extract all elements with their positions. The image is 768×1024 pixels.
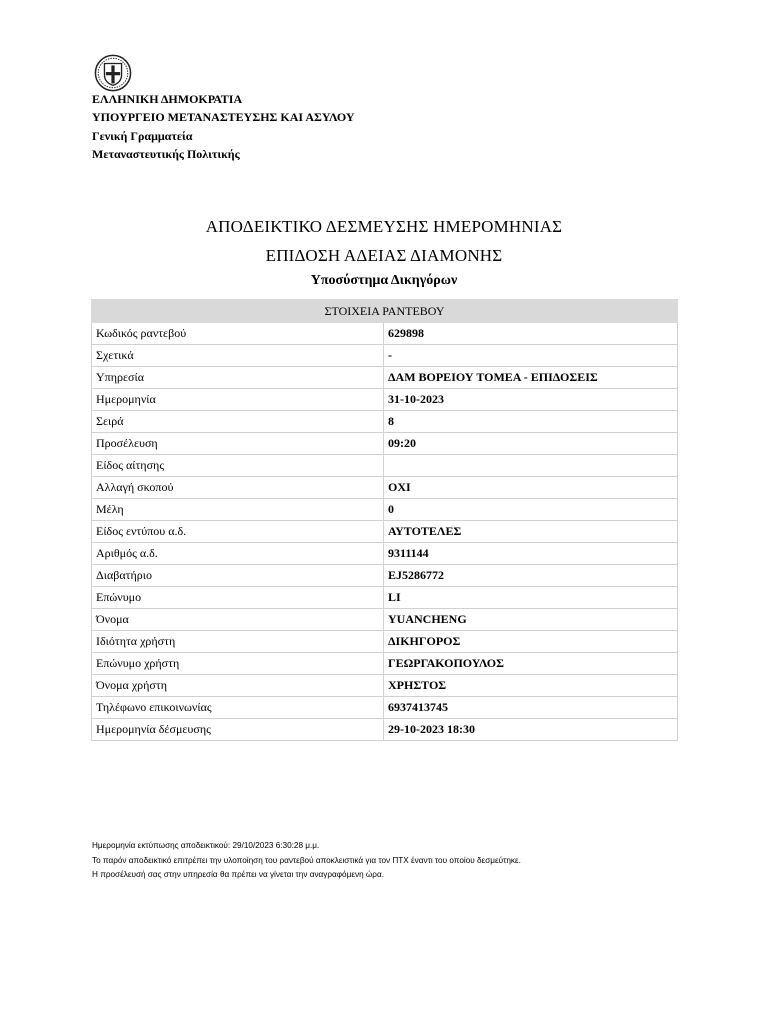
row-value: YUANCHENG [384, 609, 678, 631]
print-date-note: Ημερομηνία εκτύπωσης αποδεικτικού: 29/10/2023 6:30:28 μ.μ. [92, 841, 320, 850]
document-title: ΑΠΟΔΕΙΚΤΙΚΟ ΔΕΣΜΕΥΣΗΣ ΗΜΕΡΟΜΗΝΙΑΣ [205, 217, 563, 236]
row-label: Σχετικά [92, 345, 384, 367]
row-label: Όνομα [92, 609, 384, 631]
table-row [92, 345, 678, 367]
row-label: Προσέλευση [92, 433, 384, 455]
table-row [92, 455, 678, 477]
row-value: - [384, 345, 678, 367]
document-subtitle: ΕΠΙΔΟΣΗ ΑΔΕΙΑΣ ΔΙΑΜΟΝΗΣ [265, 246, 503, 265]
row-label: Σειρά [92, 411, 384, 433]
table-row [92, 411, 678, 433]
row-value: ΧΡΗΣΤΟΣ [384, 675, 678, 697]
row-label: Τηλέφωνο επικοινωνίας [92, 697, 384, 719]
table-row [92, 653, 678, 675]
greek-coat-of-arms-icon [94, 54, 132, 92]
arrival-note: Η προσέλευσή σας στην υπηρεσία θα πρέπει να γίνεται την αναγραφόμενη ώρα. [92, 870, 384, 879]
table-row [92, 499, 678, 521]
table-row [92, 675, 678, 697]
row-label: Μέλη [92, 499, 384, 521]
table-row [92, 719, 678, 741]
row-label: Αριθμός α.δ. [92, 543, 384, 565]
issuer-ministry: ΥΠΟΥΡΓΕΙΟ ΜΕΤΑΝΑΣΤΕΥΣΗΣ ΚΑΙ ΑΣΥΛΟΥ [92, 110, 355, 125]
row-value: ΑΥΤΟΤΕΛΕΣ [384, 521, 678, 543]
row-value: 9311144 [384, 543, 678, 565]
row-value: 629898 [384, 323, 678, 345]
row-value: ΓΕΩΡΓΑΚΟΠΟΥΛΟΣ [384, 653, 678, 675]
row-label: Υπηρεσία [92, 367, 384, 389]
row-label: Όνομα χρήστη [92, 675, 384, 697]
row-value: 6937413745 [384, 697, 678, 719]
row-value: 0 [384, 499, 678, 521]
table-row [92, 609, 678, 631]
row-value: ΔΑΜ ΒΟΡΕΙΟΥ ΤΟΜΕΑ - ΕΠΙΔΟΣΕΙΣ [384, 367, 678, 389]
table-row [92, 389, 678, 411]
row-value: ΟΧΙ [384, 477, 678, 499]
row-value [384, 455, 678, 477]
table-row [92, 631, 678, 653]
row-value: ΔΙΚΗΓΟΡΟΣ [384, 631, 678, 653]
table-heading: ΣΤΟΙΧΕΙΑ ΡΑΝΤΕΒΟΥ [92, 300, 678, 323]
row-label: Κωδικός ραντεβού [92, 323, 384, 345]
usage-note: Το παρόν αποδεικτικό επιτρέπει την υλοποίηση του ραντεβού αποκλειστικά για τον ΠΤΧ έναντι του οποίου δεσμεύτηκε. [92, 855, 521, 865]
row-value: 29-10-2023 18:30 [384, 719, 678, 741]
issuer-country: ΕΛΛΗΝΙΚΗ ΔΗΜΟΚΡΑΤΙΑ [92, 92, 243, 106]
table-row [92, 367, 678, 389]
footer-notes [92, 839, 521, 883]
table-row [92, 587, 678, 609]
row-label: Ιδιότητα χρήστη [92, 631, 384, 653]
row-value: 31-10-2023 [384, 389, 678, 411]
table-row [92, 477, 678, 499]
issuer-secretariat: Γενική Γραμματεία [92, 128, 193, 143]
row-value: 09:20 [384, 433, 678, 455]
row-label: Ημερομηνία δέσμευσης [92, 719, 384, 741]
table-row [92, 521, 678, 543]
issuer-header [92, 90, 355, 163]
row-label: Διαβατήριο [92, 565, 384, 587]
row-label: Ημερομηνία [92, 389, 384, 411]
subsystem-title: Υποσύστημα Δικηγόρων [310, 273, 458, 288]
table-row [92, 697, 678, 719]
table-row [92, 565, 678, 587]
row-label: Είδος αίτησης [92, 455, 384, 477]
row-label: Επώνυμο χρήστη [92, 653, 384, 675]
appointment-details-table [91, 299, 677, 741]
issuer-department: Μεταναστευτικής Πολιτικής [92, 146, 240, 161]
row-value: LI [384, 587, 678, 609]
row-value: EJ5286772 [384, 565, 678, 587]
table-row [92, 433, 678, 455]
row-label: Επώνυμο [92, 587, 384, 609]
row-value: 8 [384, 411, 678, 433]
table-row [92, 323, 678, 345]
table-row [92, 543, 678, 565]
row-label: Είδος εντύπου α.δ. [92, 521, 384, 543]
row-label: Αλλαγή σκοπού [92, 477, 384, 499]
